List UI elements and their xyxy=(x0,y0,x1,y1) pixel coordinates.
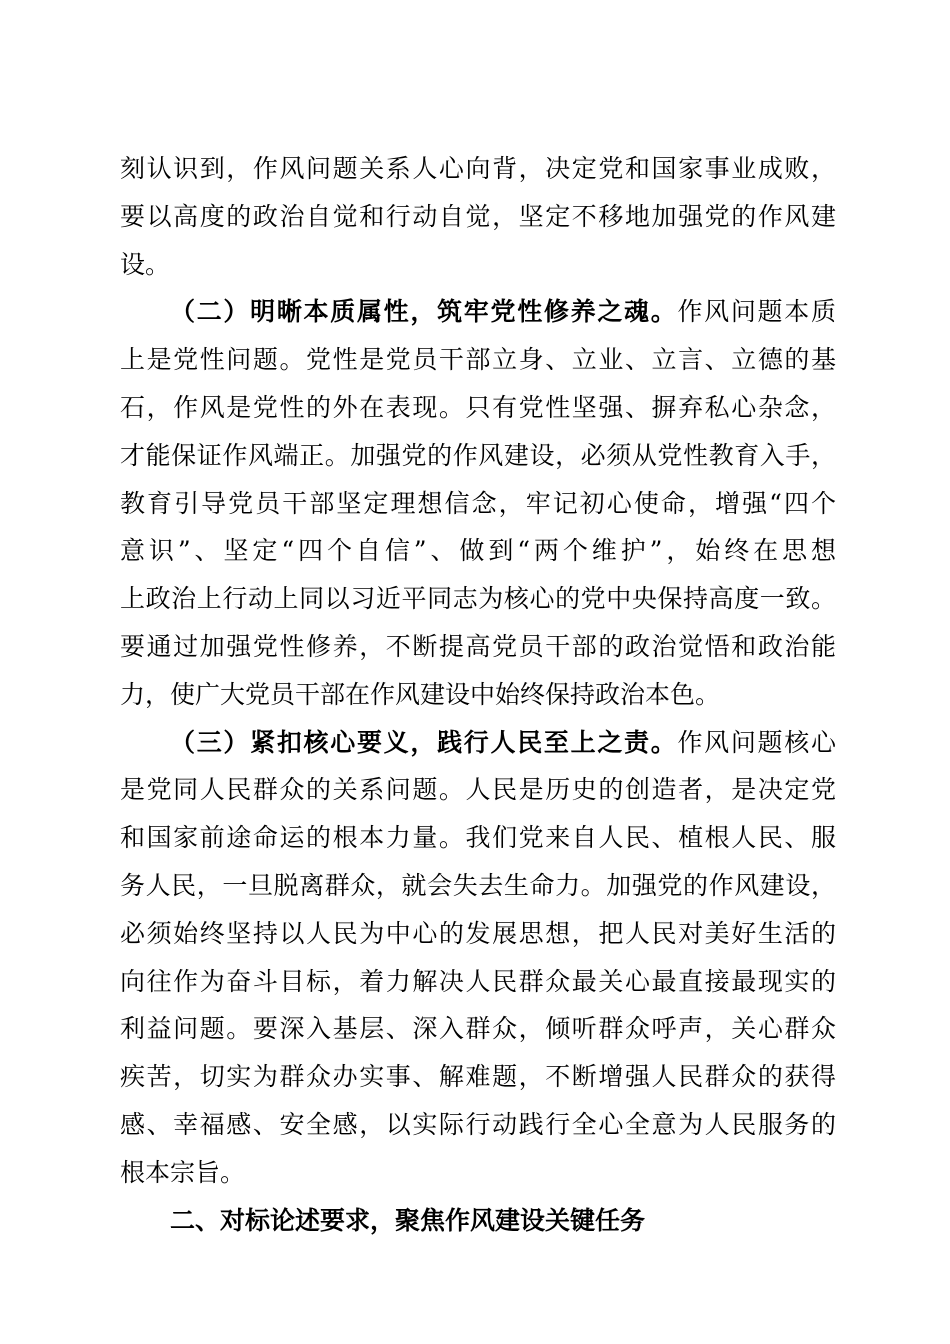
p2-first-line xyxy=(120,288,836,336)
p2-line-6: 意识”、坚定“四个自信”、做到“两个维护”，始终在思想 xyxy=(120,536,836,566)
p2-first-rest: 作风问题本质 xyxy=(677,297,836,327)
document-body xyxy=(120,145,836,1244)
p3-line-9: 感、幸福感、安全感，以实际行动践行全心全意为人民服务的 xyxy=(120,1109,836,1139)
p3-line-8: 疾苦，切实为群众办实事、解难题，不断增强人民群众的获得 xyxy=(120,1062,836,1092)
p3-line-3: 和国家前途命运的根本力量。我们党来自人民、植根人民、服 xyxy=(120,823,836,853)
p2-line-5: 教育引导党员干部坚定理想信念，牢记初心使命，增强“四个 xyxy=(120,488,836,518)
p2-line-4: 才能保证作风端正。加强党的作风建设，必须从党性教育入手， xyxy=(120,440,836,470)
p3-line-4: 务人民，一旦脱离群众，就会失去生命力。加强党的作风建设， xyxy=(120,870,836,900)
p3-line-6: 向往作为奋斗目标，着力解决人民群众最关心最直接最现实的 xyxy=(120,966,836,996)
p2-line-8: 要通过加强党性修养，不断提高党员干部的政治觉悟和政治能 xyxy=(120,631,836,661)
p2-line-7: 上政治上行动上同以习近平同志为核心的党中央保持高度一致。 xyxy=(120,584,836,614)
p3-first-rest: 作风问题核心 xyxy=(677,727,836,757)
section-heading: 二、对标论述要求，聚焦作风建设关键任务 xyxy=(170,1205,646,1235)
p3-line-7: 利益问题。要深入基层、深入群众，倾听群众呼声，关心群众 xyxy=(120,1014,836,1044)
p3-line-2: 是党同人民群众的关系问题。人民是历史的创造者，是决定党 xyxy=(120,775,836,805)
p2-line-9: 力，使广大党员干部在作风建设中始终保持政治本色。 xyxy=(120,679,721,709)
p2-line-3: 石，作风是党性的外在表现。只有党性坚强、摒弃私心杂念， xyxy=(120,392,836,422)
p1-line-1: 刻认识到，作风问题关系人心向背，决定党和国家事业成败， xyxy=(120,154,836,183)
p3-line-10: 根本宗旨。 xyxy=(120,1157,246,1187)
p1-line-3: 设。 xyxy=(120,249,171,279)
p3-first-line xyxy=(120,719,836,767)
p3-title: （三）紧扣核心要义，践行人民至上之责。 xyxy=(170,727,678,757)
p2-title: （二）明晰本质属性，筑牢党性修养之魂。 xyxy=(170,297,678,327)
p2-line-2: 上是党性问题。党性是党员干部立身、立业、立言、立德的基 xyxy=(120,345,836,375)
p3-line-5: 必须始终坚持以人民为中心的发展思想，把人民对美好生活的 xyxy=(120,918,836,948)
p1-line-2: 要以高度的政治自觉和行动自觉，坚定不移地加强党的作风建 xyxy=(120,201,836,231)
